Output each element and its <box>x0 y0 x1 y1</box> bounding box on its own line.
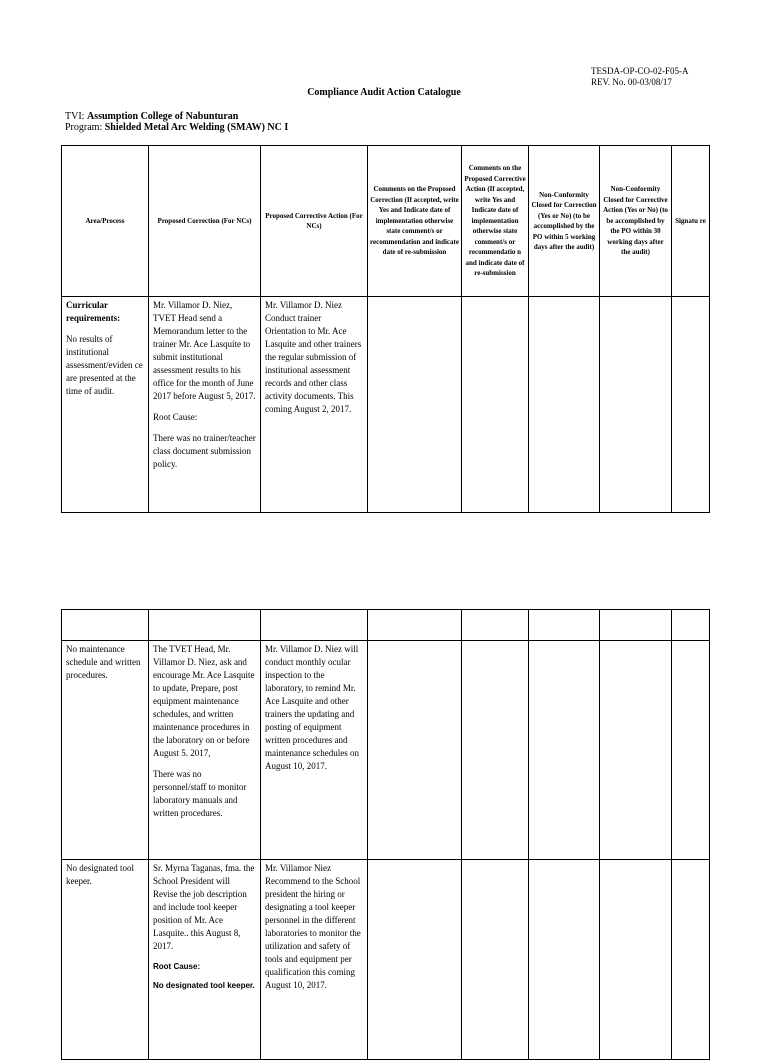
nc-corrective-cell[interactable] <box>600 641 672 860</box>
header-comments-corrective: Comments on the Proposed Corrective Action (If accepted, write Yes and Indicate date of implementation otherwise state comment/s or recommendatio n and indicate date of re-submission <box>462 146 529 297</box>
document-code <box>591 66 689 88</box>
correction-cell <box>149 860 261 1060</box>
table-row <box>62 860 710 1060</box>
comments-correction-cell[interactable] <box>368 297 462 513</box>
corrective-text: Mr. Villamor D. Niez Conduct trainer Orientation to Mr. Ace Lasquite and other trainers the regular submission of institutional assessment records and other class activity documents. This coming August 2, 2017. <box>265 300 362 414</box>
comments-correction-cell[interactable] <box>368 641 462 860</box>
table-row <box>62 641 710 860</box>
blank-cell <box>368 610 462 641</box>
form-code: TESDA-OP-CO-02-F05-A <box>591 66 689 76</box>
root-cause-label: Root Cause: <box>153 962 201 971</box>
area-cell <box>62 641 149 860</box>
tvi-line <box>65 111 288 122</box>
comments-corrective-cell[interactable] <box>462 297 529 513</box>
area-cell <box>62 297 149 513</box>
blank-cell <box>600 610 672 641</box>
revision-number: REV. No. 00-03/08/17 <box>591 77 672 87</box>
correction-cell <box>149 641 261 860</box>
signature-cell[interactable] <box>672 860 710 1060</box>
header-area: Area/Process <box>62 146 149 297</box>
nc-corrective-cell[interactable] <box>600 297 672 513</box>
blank-cell <box>529 610 600 641</box>
blank-cell <box>261 610 368 641</box>
document-title: Compliance Audit Action Catalogue <box>307 87 461 98</box>
comments-corrective-cell[interactable] <box>462 860 529 1060</box>
audit-table-page-1 <box>61 145 710 513</box>
nc-corrective-cell[interactable] <box>600 860 672 1060</box>
audit-table-page-2 <box>61 609 710 1060</box>
blank-cell <box>149 610 261 641</box>
area-text: No maintenance schedule and written procedures. <box>66 644 141 680</box>
corrective-cell <box>261 297 368 513</box>
header-nc-corrective: Non-Conformity Closed for Corrective Action (Yes or No) (to be accomplished by the PO within 30 working days after the audit) <box>600 146 672 297</box>
header-row <box>62 146 710 297</box>
comments-corrective-cell[interactable] <box>462 641 529 860</box>
corrective-cell <box>261 860 368 1060</box>
header-comments-correction: Comments on the Proposed Correction (If accepted, write Yes and Indicate date of implementation otherwise state comment/s or recommendation and indicate date of re-submission <box>368 146 462 297</box>
area-text: No results of institutional assessment/eviden ce are presented at the time of audit. <box>66 334 143 396</box>
header-correction: Proposed Correction (For NCs) <box>149 146 261 297</box>
root-cause-text: No designated tool keeper. <box>153 981 255 990</box>
root-cause-text: There was no trainer/teacher class document submission policy. <box>153 433 256 469</box>
program-label: Program: <box>65 122 105 133</box>
signature-cell[interactable] <box>672 641 710 860</box>
table-row <box>62 297 710 513</box>
corrective-cell <box>261 641 368 860</box>
program-line <box>65 122 288 133</box>
nc-correction-cell[interactable] <box>529 641 600 860</box>
program-value: Shielded Metal Arc Welding (SMAW) NC I <box>104 122 289 133</box>
corrective-text: Mr. Villamor D. Niez will conduct monthly ocular inspection to the laboratory, to remind Mr. Ace Lasquite and other trainers the updating and posting of equipment written procedures and maintenance schedules on August 10, 2017. <box>265 644 359 771</box>
root-cause-text: There was no personnel/staff to monitor laboratory manuals and written procedures. <box>153 769 247 818</box>
nc-correction-cell[interactable] <box>529 860 600 1060</box>
corrective-text: Mr. Villamor Niez Recommend to the School president the hiring or designating a tool keeper personnel in the different laboratories to monitor the utilization and safety of tools and equipment per qualification this coming August 10, 2017. <box>265 863 361 990</box>
area-text: No designated tool keeper. <box>66 863 134 886</box>
header-nc-correction: Non-Conformity Closed for Correction (Yes or No) (to be accomplished by the PO within 5 working days after the audit) <box>529 146 600 297</box>
correction-text: Mr. Villamor D. Niez, TVET Head send a Memorandum letter to the trainer Mr. Ace Lasquite to submit institutional assessment results to his office for the month of June 2017 before August 5, 2017. <box>153 300 256 401</box>
area-cell <box>62 860 149 1060</box>
institution-info <box>65 111 288 133</box>
area-title: Curricular requirements: <box>66 300 121 323</box>
blank-cell <box>462 610 529 641</box>
blank-cell <box>672 610 710 641</box>
tvi-value: Assumption College of Nabunturan <box>86 111 239 122</box>
nc-correction-cell[interactable] <box>529 297 600 513</box>
blank-row <box>62 610 710 641</box>
header-corrective: Proposed Corrective Action (For NCs) <box>261 146 368 297</box>
correction-text: Sr. Myrna Taganas, fma. the School President will Revise the job description and include tool keeper position of Mr. Ace Lasquite.. this August 8, 2017. <box>153 863 255 951</box>
correction-text: The TVET Head, Mr. Villamor D. Niez, ask and encourage Mr. Ace Lasquite to update, Prepare, post equipment maintenance schedules, and written maintenance procedures in the laboratory on or before August 5. 2017, <box>153 644 255 758</box>
comments-correction-cell[interactable] <box>368 860 462 1060</box>
correction-cell <box>149 297 261 513</box>
header-signature: Signatu re <box>672 146 710 297</box>
root-cause-label: Root Cause: <box>153 412 198 422</box>
signature-cell[interactable] <box>672 297 710 513</box>
blank-cell <box>62 610 149 641</box>
tvi-label: TVI: <box>65 111 87 122</box>
